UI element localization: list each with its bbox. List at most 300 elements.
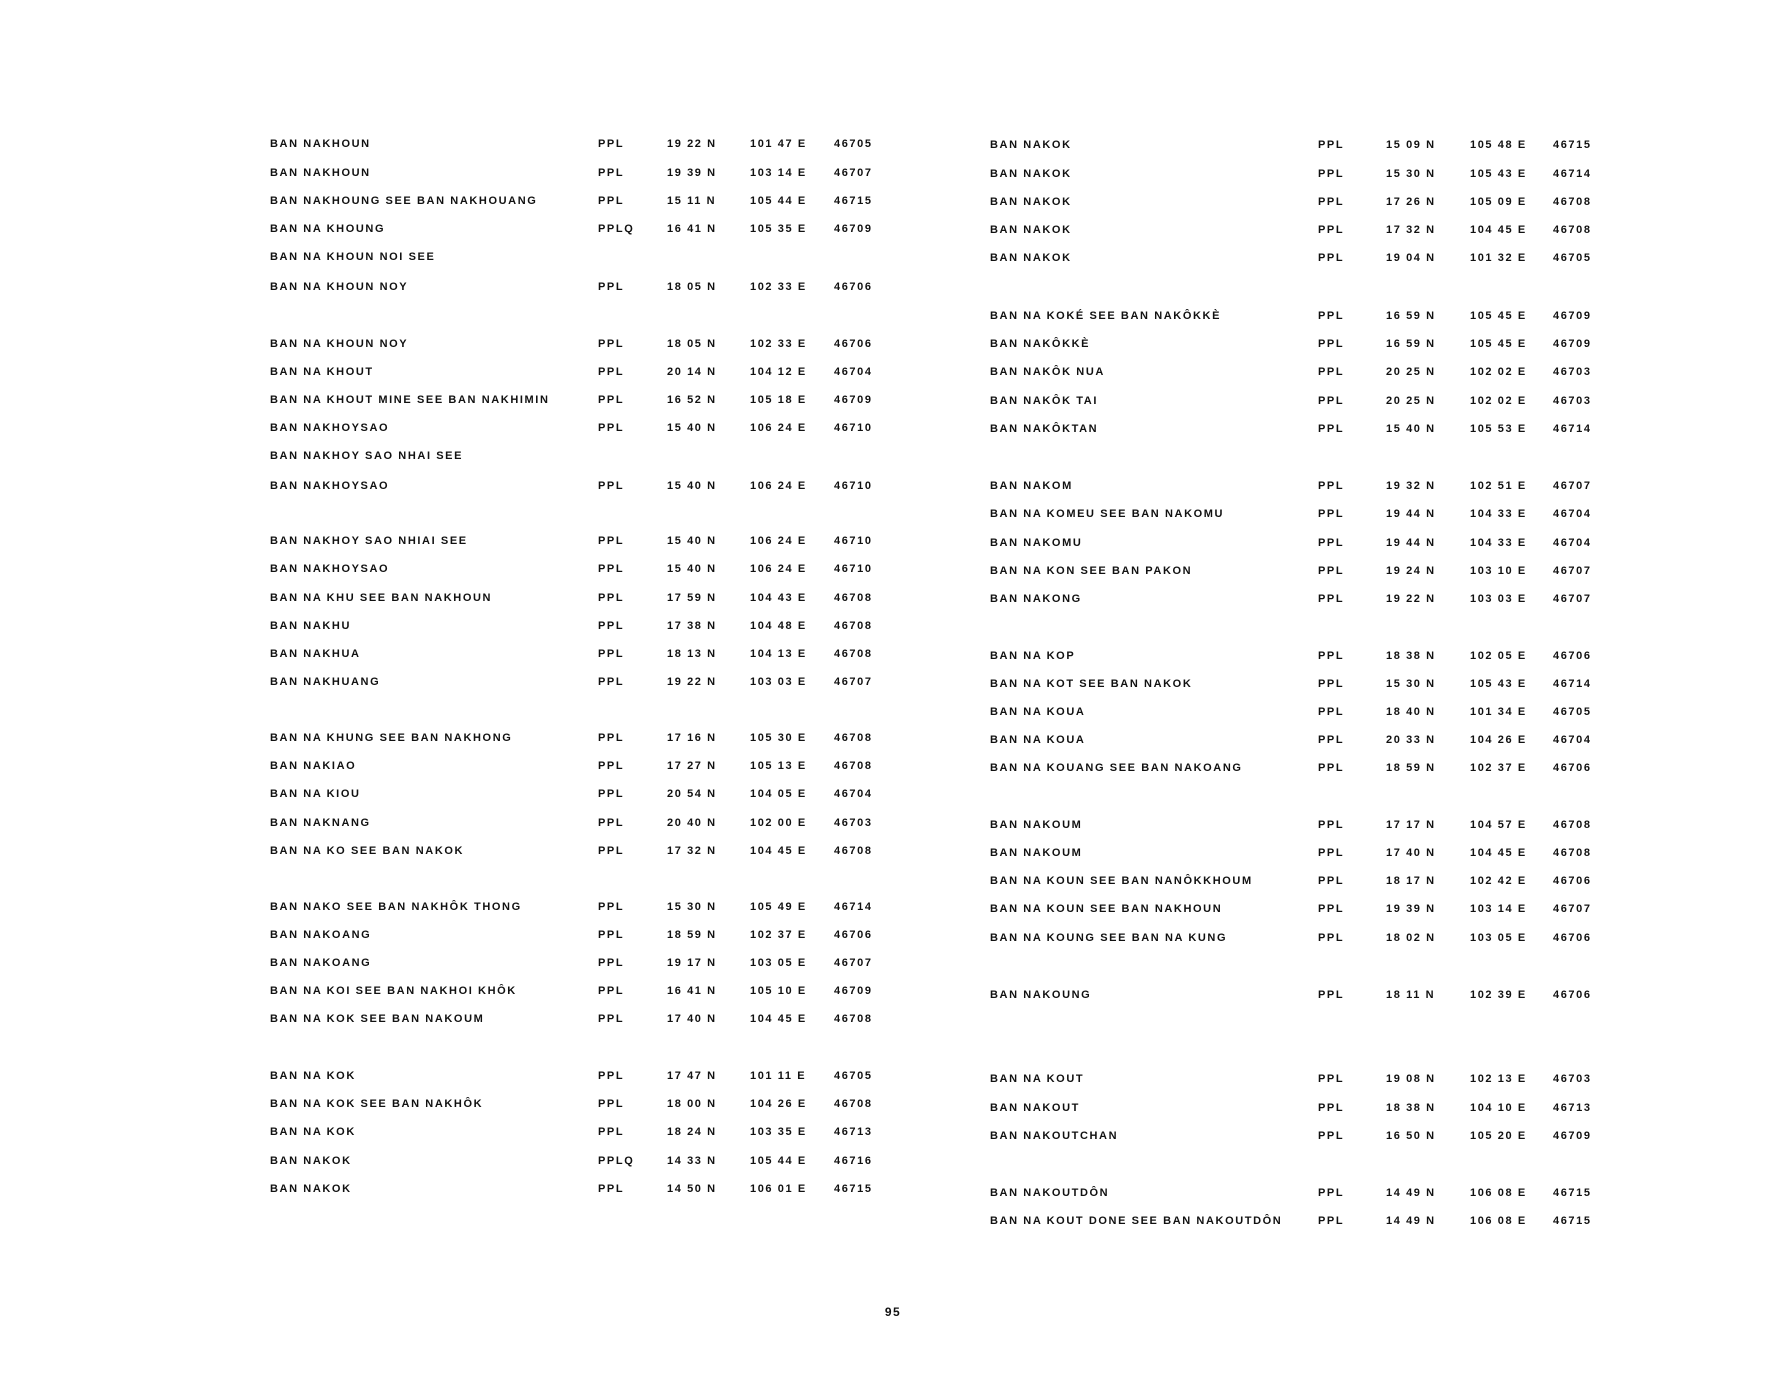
entry-code: 46703 bbox=[1553, 395, 1592, 407]
entry-lon: 105 20 E bbox=[1470, 1130, 1527, 1142]
entry-name: BAN NA KOK SEE BAN NAKHÔK bbox=[270, 1098, 484, 1110]
entry-lon: 106 01 E bbox=[750, 1183, 807, 1195]
entry-lat: 16 50 N bbox=[1386, 1130, 1436, 1142]
entry-type: PPL bbox=[598, 676, 625, 688]
entry-type: PPL bbox=[598, 422, 625, 434]
entry-code: 46709 bbox=[834, 985, 873, 997]
entry-code: 46704 bbox=[834, 788, 873, 800]
entry-name: BAN NAKHU bbox=[270, 620, 352, 632]
entry-code: 46707 bbox=[834, 957, 873, 969]
entry-lat: 19 39 N bbox=[667, 167, 717, 179]
entry-type: PPL bbox=[598, 338, 625, 350]
entry-lat: 16 59 N bbox=[1386, 310, 1436, 322]
entry-type: PPL bbox=[1318, 508, 1345, 520]
entry-code: 46710 bbox=[834, 563, 873, 575]
entry-code: 46708 bbox=[834, 620, 873, 632]
entry-type: PPL bbox=[1318, 1102, 1345, 1114]
entry-name: BAN NA KOK bbox=[270, 1070, 356, 1082]
entry-code: 46704 bbox=[1553, 508, 1592, 520]
entry-type: PPL bbox=[1318, 1215, 1345, 1227]
entry-lat: 17 40 N bbox=[667, 1013, 717, 1025]
entry-code: 46707 bbox=[834, 167, 873, 179]
entry-name: BAN NAKHUANG bbox=[270, 676, 381, 688]
entry-name: BAN NAKHOY SAO NHAI SEE bbox=[270, 450, 464, 462]
entry-lat: 19 08 N bbox=[1386, 1073, 1436, 1085]
page-number: 95 bbox=[884, 1305, 902, 1319]
entry-lon: 102 05 E bbox=[1470, 650, 1527, 662]
entry-name: BAN NA KHUNG SEE BAN NAKHONG bbox=[270, 732, 513, 744]
entry-lat: 17 16 N bbox=[667, 732, 717, 744]
entry-type: PPL bbox=[1318, 593, 1345, 605]
entry-name: BAN NAKOM bbox=[990, 480, 1073, 492]
entry-lon: 106 24 E bbox=[750, 535, 807, 547]
entry-type: PPL bbox=[598, 788, 625, 800]
entry-name: BAN NAKIAO bbox=[270, 760, 357, 772]
entry-name: BAN NAKOK bbox=[270, 1183, 352, 1195]
entry-type: PPL bbox=[598, 138, 625, 150]
entry-code: 46714 bbox=[834, 901, 873, 913]
entry-type: PPL bbox=[598, 901, 625, 913]
entry-code: 46708 bbox=[834, 1013, 873, 1025]
entry-code: 46707 bbox=[834, 676, 873, 688]
entry-lat: 19 22 N bbox=[667, 676, 717, 688]
entry-name: BAN NA KOI SEE BAN NAKHOI KHÔK bbox=[270, 985, 517, 997]
entry-type: PPL bbox=[1318, 1073, 1345, 1085]
entry-type: PPL bbox=[598, 620, 625, 632]
entry-name: BAN NAKOUM bbox=[990, 819, 1083, 831]
entry-lat: 20 25 N bbox=[1386, 366, 1436, 378]
entry-code: 46705 bbox=[834, 138, 873, 150]
entry-lon: 103 14 E bbox=[1470, 903, 1527, 915]
entry-type: PPL bbox=[1318, 706, 1345, 718]
entry-name: BAN NAKOK bbox=[990, 139, 1072, 151]
entry-lon: 101 32 E bbox=[1470, 252, 1527, 264]
entry-type: PPL bbox=[598, 817, 625, 829]
entry-name: BAN NA KHOUN NOY bbox=[270, 338, 409, 350]
entry-lon: 104 45 E bbox=[1470, 847, 1527, 859]
entry-type: PPL bbox=[598, 1070, 625, 1082]
entry-lon: 104 26 E bbox=[750, 1098, 807, 1110]
entry-type: PPL bbox=[1318, 338, 1345, 350]
entry-lon: 105 09 E bbox=[1470, 196, 1527, 208]
entry-code: 46709 bbox=[834, 394, 873, 406]
entry-code: 46708 bbox=[1553, 819, 1592, 831]
entry-lat: 15 30 N bbox=[1386, 678, 1436, 690]
entry-lat: 16 41 N bbox=[667, 985, 717, 997]
entry-type: PPL bbox=[1318, 252, 1345, 264]
entry-lon: 103 03 E bbox=[750, 676, 807, 688]
entry-type: PPL bbox=[598, 732, 625, 744]
entry-name: BAN NA KHU SEE BAN NAKHOUN bbox=[270, 592, 493, 604]
entry-code: 46706 bbox=[834, 338, 873, 350]
entry-type: PPL bbox=[598, 1183, 625, 1195]
entry-lat: 20 40 N bbox=[667, 817, 717, 829]
entry-name: BAN NA KOUNG SEE BAN NA KUNG bbox=[990, 932, 1228, 944]
entry-type: PPLQ bbox=[598, 1155, 635, 1167]
entry-lat: 20 54 N bbox=[667, 788, 717, 800]
entry-lon: 102 51 E bbox=[1470, 480, 1527, 492]
entry-name: BAN NA KHOUT bbox=[270, 366, 374, 378]
entry-code: 46704 bbox=[1553, 537, 1592, 549]
entry-type: PPL bbox=[598, 366, 625, 378]
entry-lon: 104 45 E bbox=[750, 1013, 807, 1025]
entry-lon: 104 12 E bbox=[750, 366, 807, 378]
entry-lon: 104 05 E bbox=[750, 788, 807, 800]
entry-lon: 102 02 E bbox=[1470, 366, 1527, 378]
entry-lat: 15 40 N bbox=[667, 480, 717, 492]
entry-lat: 19 17 N bbox=[667, 957, 717, 969]
entry-code: 46708 bbox=[834, 1098, 873, 1110]
entry-lon: 102 00 E bbox=[750, 817, 807, 829]
entry-name: BAN NAKO SEE BAN NAKHÔK THONG bbox=[270, 901, 522, 913]
entry-code: 46707 bbox=[1553, 565, 1592, 577]
entry-lat: 19 22 N bbox=[1386, 593, 1436, 605]
entry-name: BAN NA KIOU bbox=[270, 788, 361, 800]
entry-type: PPL bbox=[1318, 875, 1345, 887]
entry-code: 46714 bbox=[1553, 423, 1592, 435]
entry-name: BAN NAKHOUN bbox=[270, 138, 371, 150]
entry-type: PPL bbox=[1318, 423, 1345, 435]
entry-name: BAN NA KOP bbox=[990, 650, 1076, 662]
entry-name: BAN NAKOUT bbox=[990, 1102, 1080, 1114]
entry-type: PPL bbox=[1318, 537, 1345, 549]
entry-lat: 17 27 N bbox=[667, 760, 717, 772]
entry-lat: 15 30 N bbox=[667, 901, 717, 913]
entry-code: 46707 bbox=[1553, 593, 1592, 605]
entry-name: BAN NA KHOUT MINE SEE BAN NAKHIMIN bbox=[270, 394, 550, 406]
entry-code: 46710 bbox=[834, 422, 873, 434]
entry-type: PPL bbox=[598, 1126, 625, 1138]
entry-lon: 102 33 E bbox=[750, 281, 807, 293]
entry-type: PPL bbox=[1318, 1130, 1345, 1142]
entry-code: 46705 bbox=[1553, 706, 1592, 718]
entry-type: PPL bbox=[1318, 762, 1345, 774]
entry-code: 46713 bbox=[834, 1126, 873, 1138]
entry-code: 46708 bbox=[1553, 224, 1592, 236]
entry-code: 46715 bbox=[834, 1183, 873, 1195]
entry-name: BAN NA KHOUN NOY bbox=[270, 281, 409, 293]
entry-name: BAN NAKHOUN bbox=[270, 167, 371, 179]
entry-lon: 105 43 E bbox=[1470, 678, 1527, 690]
entry-code: 46704 bbox=[834, 366, 873, 378]
entry-lon: 106 24 E bbox=[750, 563, 807, 575]
entry-code: 46710 bbox=[834, 480, 873, 492]
entry-lon: 102 37 E bbox=[1470, 762, 1527, 774]
entry-type: PPL bbox=[598, 535, 625, 547]
entry-code: 46706 bbox=[1553, 762, 1592, 774]
entry-lon: 105 48 E bbox=[1470, 139, 1527, 151]
entry-lon: 105 45 E bbox=[1470, 310, 1527, 322]
entry-code: 46708 bbox=[834, 845, 873, 857]
entry-code: 46715 bbox=[834, 195, 873, 207]
entry-lon: 105 13 E bbox=[750, 760, 807, 772]
entry-type: PPL bbox=[598, 845, 625, 857]
entry-name: BAN NA KOT SEE BAN NAKOK bbox=[990, 678, 1193, 690]
entry-lat: 20 33 N bbox=[1386, 734, 1436, 746]
entry-lat: 16 41 N bbox=[667, 223, 717, 235]
entry-lat: 18 00 N bbox=[667, 1098, 717, 1110]
entry-code: 46708 bbox=[834, 732, 873, 744]
entry-lon: 105 53 E bbox=[1470, 423, 1527, 435]
entry-lat: 14 49 N bbox=[1386, 1187, 1436, 1199]
entry-lon: 106 08 E bbox=[1470, 1187, 1527, 1199]
entry-lat: 17 26 N bbox=[1386, 196, 1436, 208]
entry-lon: 105 18 E bbox=[750, 394, 807, 406]
entry-code: 46709 bbox=[1553, 338, 1592, 350]
entry-lat: 18 40 N bbox=[1386, 706, 1436, 718]
entry-name: BAN NA KOUT bbox=[990, 1073, 1085, 1085]
entry-name: BAN NA KO SEE BAN NAKOK bbox=[270, 845, 465, 857]
entry-type: PPL bbox=[1318, 310, 1345, 322]
entry-name: BAN NA KHOUNG bbox=[270, 223, 386, 235]
entry-lon: 102 39 E bbox=[1470, 989, 1527, 1001]
entry-lon: 101 11 E bbox=[750, 1070, 807, 1082]
entry-lon: 104 10 E bbox=[1470, 1102, 1527, 1114]
entry-type: PPL bbox=[598, 1013, 625, 1025]
entry-code: 46706 bbox=[1553, 875, 1592, 887]
entry-name: BAN NAKOMU bbox=[990, 537, 1083, 549]
entry-lon: 104 45 E bbox=[750, 845, 807, 857]
entry-type: PPL bbox=[598, 985, 625, 997]
entry-lon: 104 26 E bbox=[1470, 734, 1527, 746]
entry-name: BAN NA KOK SEE BAN NAKOUM bbox=[270, 1013, 485, 1025]
entry-lon: 104 13 E bbox=[750, 648, 807, 660]
entry-lon: 103 10 E bbox=[1470, 565, 1527, 577]
entry-lat: 19 44 N bbox=[1386, 508, 1436, 520]
entry-code: 46707 bbox=[1553, 903, 1592, 915]
entry-lon: 105 30 E bbox=[750, 732, 807, 744]
entry-lon: 102 42 E bbox=[1470, 875, 1527, 887]
entry-lat: 18 59 N bbox=[667, 929, 717, 941]
entry-name: BAN NAKOUTDÔN bbox=[990, 1187, 1110, 1199]
entry-type: PPLQ bbox=[598, 223, 635, 235]
entry-name: BAN NA KOUN SEE BAN NAKHOUN bbox=[990, 903, 1223, 915]
entry-lon: 106 24 E bbox=[750, 480, 807, 492]
entry-type: PPL bbox=[598, 195, 625, 207]
entry-lon: 101 34 E bbox=[1470, 706, 1527, 718]
entry-type: PPL bbox=[1318, 139, 1345, 151]
entry-name: BAN NAKOUNG bbox=[990, 989, 1092, 1001]
entry-lat: 20 14 N bbox=[667, 366, 717, 378]
entry-lon: 102 37 E bbox=[750, 929, 807, 941]
entry-lat: 18 02 N bbox=[1386, 932, 1436, 944]
entry-name: BAN NAKÔK TAI bbox=[990, 395, 1098, 407]
entry-type: PPL bbox=[1318, 847, 1345, 859]
entry-type: PPL bbox=[1318, 989, 1345, 1001]
entry-lat: 15 40 N bbox=[1386, 423, 1436, 435]
entry-type: PPL bbox=[598, 167, 625, 179]
entry-name: BAN NA KHOUN NOI SEE bbox=[270, 251, 436, 263]
entry-name: BAN NA KOUN SEE BAN NANÔKKHOUM bbox=[990, 875, 1253, 887]
entry-lon: 106 08 E bbox=[1470, 1215, 1527, 1227]
entry-lon: 102 13 E bbox=[1470, 1073, 1527, 1085]
entry-code: 46708 bbox=[1553, 847, 1592, 859]
entry-lat: 19 22 N bbox=[667, 138, 717, 150]
entry-lon: 103 35 E bbox=[750, 1126, 807, 1138]
entry-lat: 19 44 N bbox=[1386, 537, 1436, 549]
entry-name: BAN NAKONG bbox=[990, 593, 1082, 605]
entry-lat: 18 38 N bbox=[1386, 1102, 1436, 1114]
entry-lon: 105 10 E bbox=[750, 985, 807, 997]
entry-code: 46708 bbox=[834, 648, 873, 660]
entry-lat: 18 38 N bbox=[1386, 650, 1436, 662]
entry-code: 46710 bbox=[834, 535, 873, 547]
entry-lat: 19 39 N bbox=[1386, 903, 1436, 915]
entry-lat: 14 33 N bbox=[667, 1155, 717, 1167]
entry-type: PPL bbox=[1318, 395, 1345, 407]
entry-name: BAN NAKHOYSAO bbox=[270, 422, 390, 434]
entry-lat: 14 49 N bbox=[1386, 1215, 1436, 1227]
entry-lon: 104 33 E bbox=[1470, 508, 1527, 520]
entry-name: BAN NAKOUTCHAN bbox=[990, 1130, 1119, 1142]
entry-name: BAN NAKOK bbox=[270, 1155, 352, 1167]
entry-code: 46703 bbox=[1553, 366, 1592, 378]
entry-lat: 17 40 N bbox=[1386, 847, 1436, 859]
entry-code: 46706 bbox=[834, 281, 873, 293]
entry-lat: 18 17 N bbox=[1386, 875, 1436, 887]
entry-type: PPL bbox=[598, 281, 625, 293]
entry-name: BAN NAKNANG bbox=[270, 817, 371, 829]
entry-code: 46709 bbox=[834, 223, 873, 235]
entry-lon: 106 24 E bbox=[750, 422, 807, 434]
entry-lat: 16 59 N bbox=[1386, 338, 1436, 350]
entry-lon: 103 05 E bbox=[750, 957, 807, 969]
entry-lon: 104 48 E bbox=[750, 620, 807, 632]
entry-type: PPL bbox=[1318, 650, 1345, 662]
entry-code: 46706 bbox=[1553, 989, 1592, 1001]
entry-code: 46705 bbox=[834, 1070, 873, 1082]
entry-code: 46714 bbox=[1553, 678, 1592, 690]
entry-type: PPL bbox=[598, 929, 625, 941]
entry-lat: 17 17 N bbox=[1386, 819, 1436, 831]
entry-code: 46713 bbox=[1553, 1102, 1592, 1114]
entry-code: 46703 bbox=[834, 817, 873, 829]
entry-name: BAN NAKÔKTAN bbox=[990, 423, 1099, 435]
entry-lat: 17 38 N bbox=[667, 620, 717, 632]
entry-name: BAN NAKOANG bbox=[270, 957, 372, 969]
entry-name: BAN NA KOK bbox=[270, 1126, 356, 1138]
entry-lat: 19 04 N bbox=[1386, 252, 1436, 264]
entry-name: BAN NAKHOYSAO bbox=[270, 480, 390, 492]
entry-type: PPL bbox=[598, 1098, 625, 1110]
entry-name: BAN NAKOUM bbox=[990, 847, 1083, 859]
entry-code: 46715 bbox=[1553, 1215, 1592, 1227]
entry-type: PPL bbox=[598, 760, 625, 772]
entry-lat: 18 59 N bbox=[1386, 762, 1436, 774]
entry-lon: 103 03 E bbox=[1470, 593, 1527, 605]
entry-lat: 18 24 N bbox=[667, 1126, 717, 1138]
entry-code: 46704 bbox=[1553, 734, 1592, 746]
entry-code: 46706 bbox=[834, 929, 873, 941]
entry-type: PPL bbox=[598, 394, 625, 406]
entry-name: BAN NAKHUA bbox=[270, 648, 361, 660]
entry-lat: 19 24 N bbox=[1386, 565, 1436, 577]
entry-lat: 18 05 N bbox=[667, 281, 717, 293]
entry-lon: 101 47 E bbox=[750, 138, 807, 150]
entry-name: BAN NA KOMEU SEE BAN NAKOMU bbox=[990, 508, 1225, 520]
entry-lon: 104 33 E bbox=[1470, 537, 1527, 549]
entry-lat: 15 09 N bbox=[1386, 139, 1436, 151]
entry-lat: 15 40 N bbox=[667, 563, 717, 575]
entry-lat: 17 59 N bbox=[667, 592, 717, 604]
entry-type: PPL bbox=[1318, 819, 1345, 831]
entry-type: PPL bbox=[1318, 678, 1345, 690]
entry-lat: 18 05 N bbox=[667, 338, 717, 350]
entry-code: 46708 bbox=[834, 592, 873, 604]
entry-type: PPL bbox=[598, 957, 625, 969]
entry-lat: 20 25 N bbox=[1386, 395, 1436, 407]
entry-name: BAN NA KOUT DONE SEE BAN NAKOUTDÔN bbox=[990, 1215, 1283, 1227]
entry-lon: 104 45 E bbox=[1470, 224, 1527, 236]
entry-lon: 105 49 E bbox=[750, 901, 807, 913]
entry-type: PPL bbox=[1318, 565, 1345, 577]
entry-type: PPL bbox=[1318, 366, 1345, 378]
entry-lat: 15 40 N bbox=[667, 535, 717, 547]
entry-name: BAN NAKHOY SAO NHIAI SEE bbox=[270, 535, 468, 547]
entry-type: PPL bbox=[1318, 1187, 1345, 1199]
entry-name: BAN NAKÔK NUA bbox=[990, 366, 1105, 378]
entry-type: PPL bbox=[1318, 196, 1345, 208]
entry-name: BAN NAKHOUNG SEE BAN NAKHOUANG bbox=[270, 195, 538, 207]
entry-lat: 15 30 N bbox=[1386, 168, 1436, 180]
entry-type: PPL bbox=[1318, 224, 1345, 236]
entry-lon: 105 43 E bbox=[1470, 168, 1527, 180]
entry-name: BAN NA KOUANG SEE BAN NAKOANG bbox=[990, 762, 1243, 774]
entry-type: PPL bbox=[1318, 903, 1345, 915]
entry-name: BAN NAKHOYSAO bbox=[270, 563, 390, 575]
entry-lat: 17 32 N bbox=[1386, 224, 1436, 236]
entry-lon: 103 05 E bbox=[1470, 932, 1527, 944]
entry-lat: 18 13 N bbox=[667, 648, 717, 660]
entry-lon: 104 43 E bbox=[750, 592, 807, 604]
entry-lon: 103 14 E bbox=[750, 167, 807, 179]
entry-code: 46708 bbox=[834, 760, 873, 772]
entry-code: 46706 bbox=[1553, 650, 1592, 662]
entry-lon: 105 44 E bbox=[750, 195, 807, 207]
entry-code: 46716 bbox=[834, 1155, 873, 1167]
entry-name: BAN NAKÔKKÈ bbox=[990, 338, 1091, 350]
entry-name: BAN NAKOK bbox=[990, 168, 1072, 180]
entry-type: PPL bbox=[598, 592, 625, 604]
entry-type: PPL bbox=[1318, 932, 1345, 944]
entry-lat: 18 11 N bbox=[1386, 989, 1436, 1001]
entry-code: 46706 bbox=[1553, 932, 1592, 944]
entry-type: PPL bbox=[598, 480, 625, 492]
entry-name: BAN NAKOANG bbox=[270, 929, 372, 941]
entry-lat: 17 47 N bbox=[667, 1070, 717, 1082]
entry-lon: 102 02 E bbox=[1470, 395, 1527, 407]
entry-lat: 15 11 N bbox=[667, 195, 717, 207]
entry-name: BAN NAKOK bbox=[990, 252, 1072, 264]
entry-lat: 15 40 N bbox=[667, 422, 717, 434]
entry-lon: 104 57 E bbox=[1470, 819, 1527, 831]
entry-type: PPL bbox=[598, 563, 625, 575]
entry-name: BAN NA KOKÉ SEE BAN NAKÔKKÈ bbox=[990, 310, 1222, 322]
entry-lon: 105 44 E bbox=[750, 1155, 807, 1167]
entry-code: 46714 bbox=[1553, 168, 1592, 180]
entry-code: 46707 bbox=[1553, 480, 1592, 492]
entry-code: 46709 bbox=[1553, 310, 1592, 322]
entry-name: BAN NA KON SEE BAN PAKON bbox=[990, 565, 1193, 577]
entry-lat: 16 52 N bbox=[667, 394, 717, 406]
entry-name: BAN NAKOK bbox=[990, 196, 1072, 208]
entry-lon: 105 45 E bbox=[1470, 338, 1527, 350]
entry-lat: 17 32 N bbox=[667, 845, 717, 857]
entry-type: PPL bbox=[598, 648, 625, 660]
entry-code: 46715 bbox=[1553, 1187, 1592, 1199]
entry-type: PPL bbox=[1318, 734, 1345, 746]
entry-lon: 105 35 E bbox=[750, 223, 807, 235]
